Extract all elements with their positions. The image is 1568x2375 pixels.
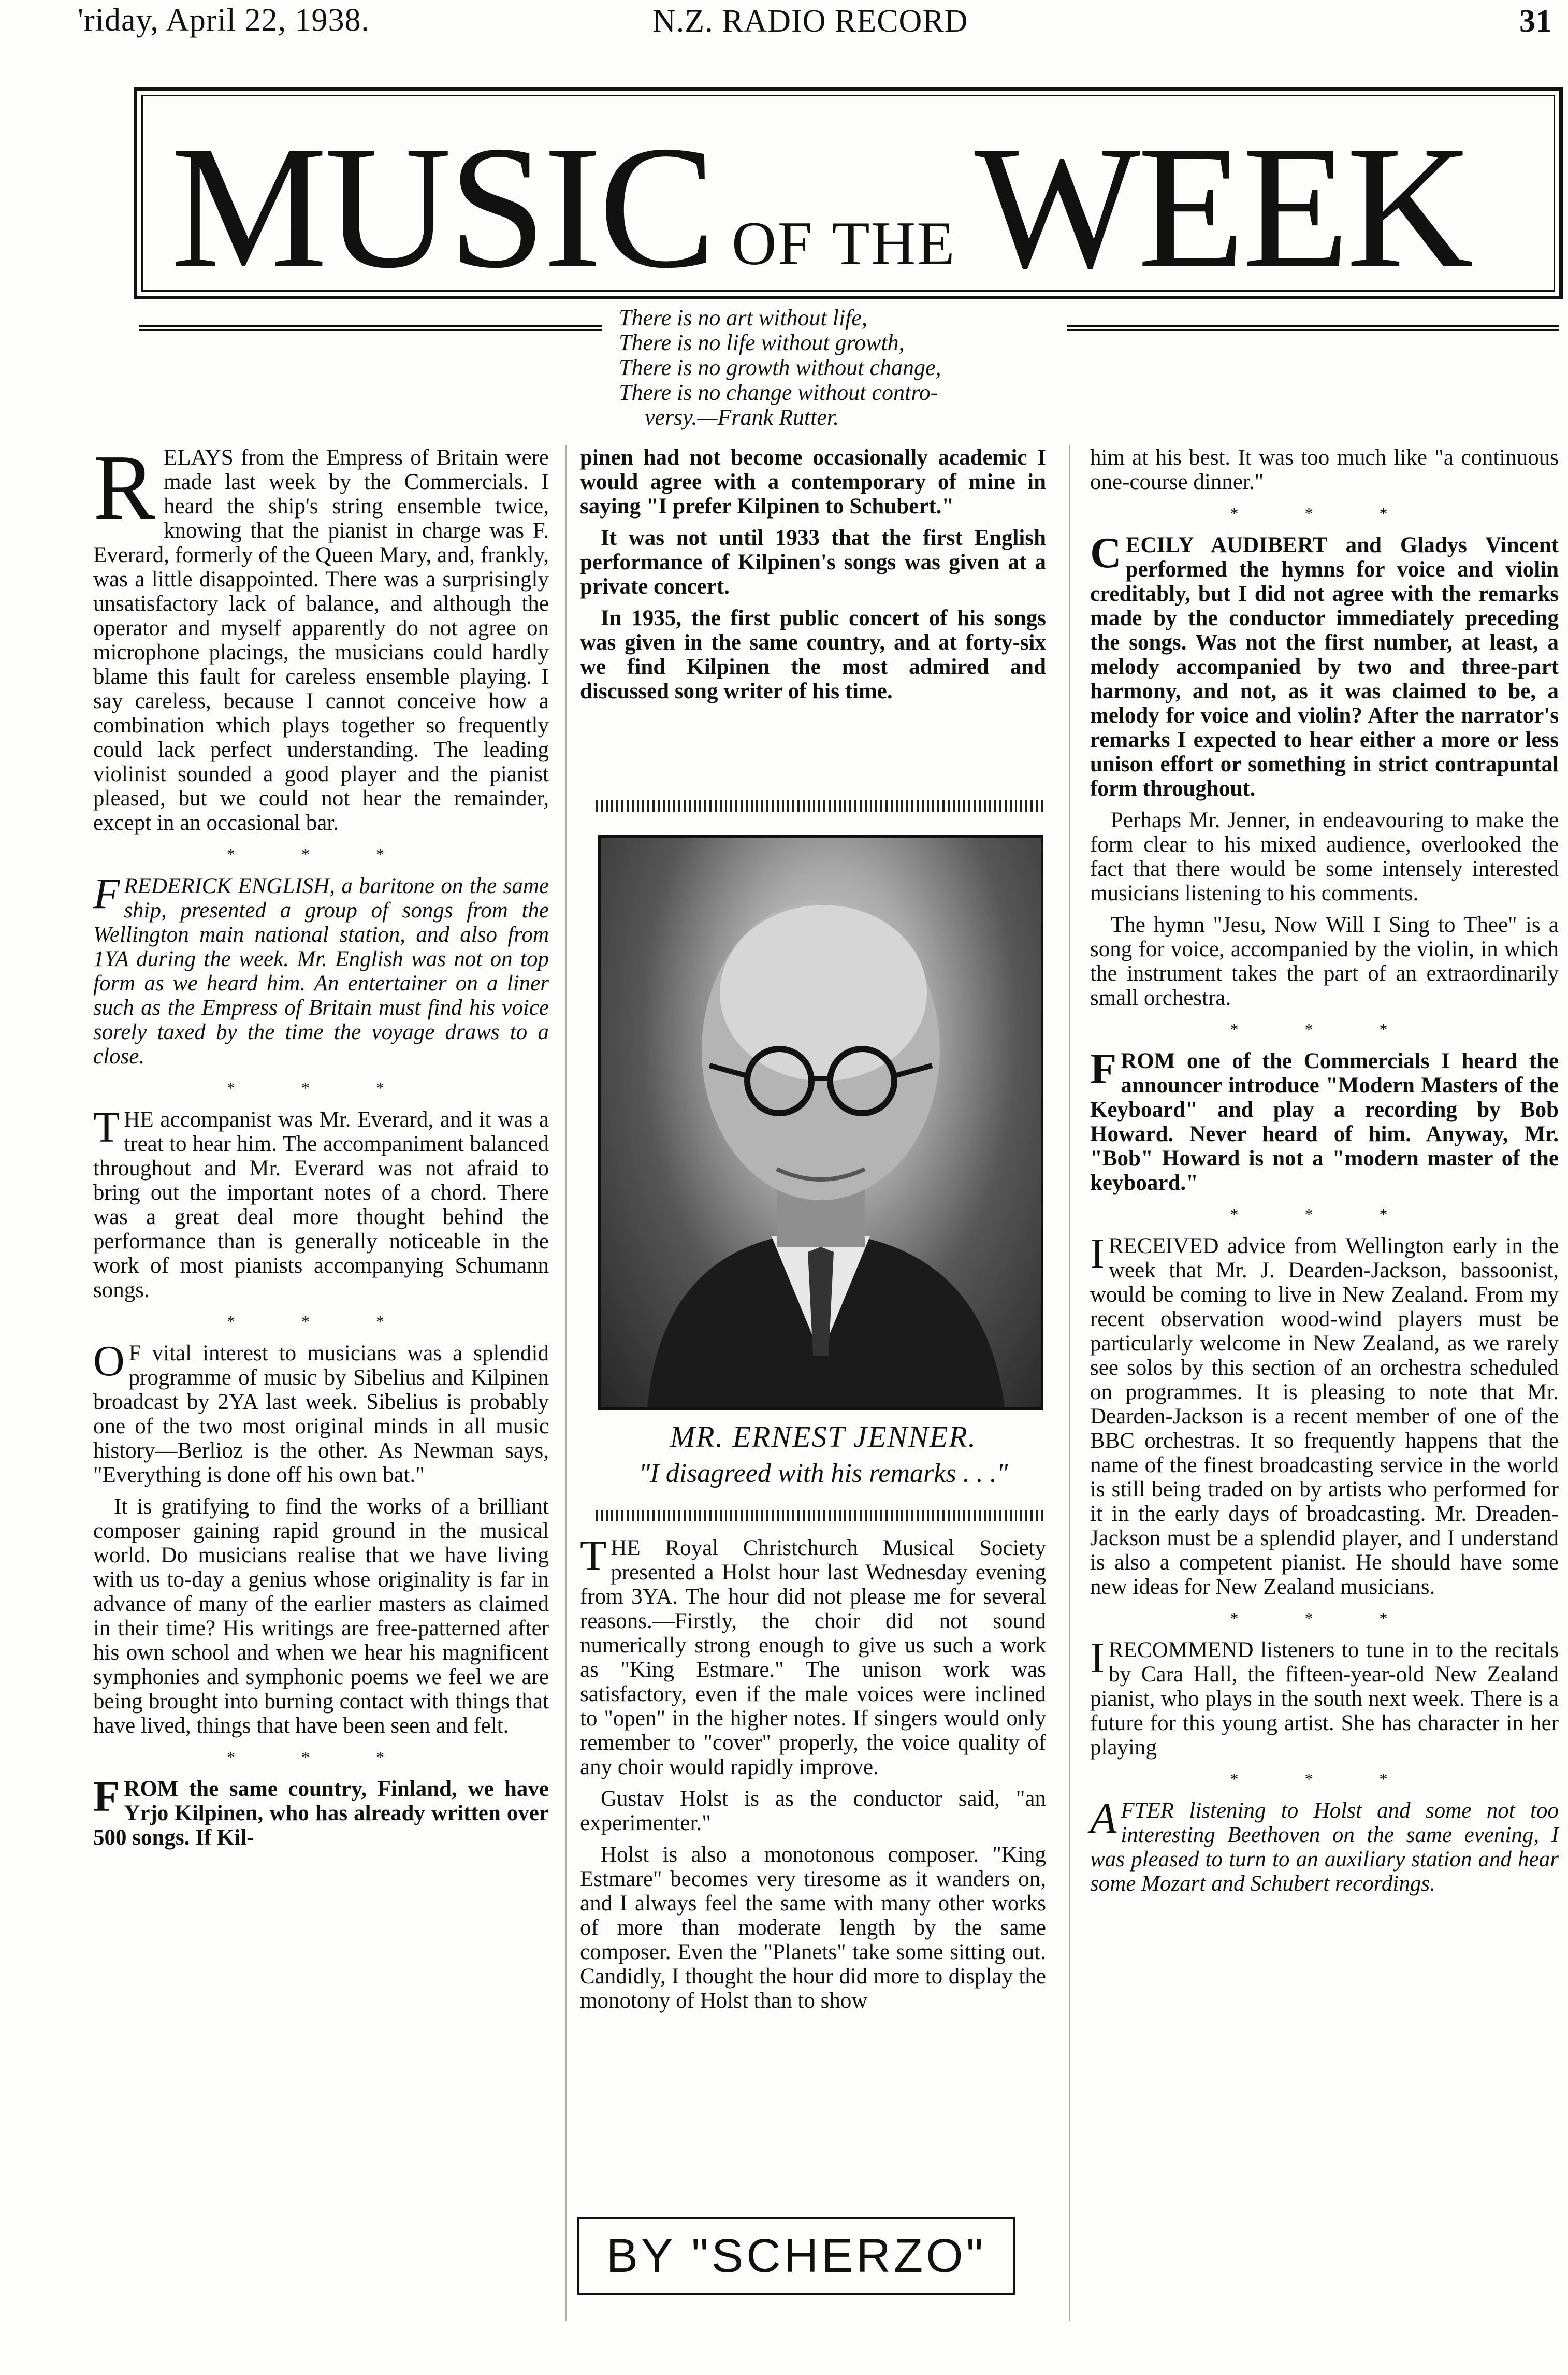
initial-cap: O [93, 1337, 125, 1385]
initial-cap: F [93, 870, 120, 918]
initial-cap: F [1090, 1045, 1117, 1093]
portrait-photo [598, 835, 1043, 1410]
paragraph: RECEIVED advice from Wellington early in the week that Mr. J. Dearden-Jackson, bassoonist, would be coming to live in New Zealand. From my recent observation wood-wind players must be particularly welcome in New Zealand, as we rarely see solos by this section of an orchestra scheduled on programmes. It is pleasing to note that Mr. Dearden-Jackson is a recent member of one of the BBC orchestras. It so frequently happens that the name of the finest broadcasting service in the world is still being traded on by artists who performed for it in the early days of broadcasting. Mr. Dreaden-Jackson must be a splendid player, and I understand is also a competent pianist. He should have some new ideas for New Zealand musicians. [1090, 1234, 1559, 1599]
paragraph: ROM one of the Commercials I heard the announcer introduce "Modern Masters of the Keyboard" and play a recording by Bob Howard. Never heard of him. Anyway, Mr. "Bob" Howard is not a "modern master of the keyboard." [1090, 1049, 1559, 1195]
photo-caption [590, 1419, 1056, 1489]
initial-cap: F [93, 1773, 120, 1821]
section-break: * * * [1230, 1205, 1419, 1224]
paragraph: Holst is also a monotonous composer. "King Estmare" becomes very tiresome as it wanders on, and I always feel the same with many other works of more than moderate length by the same composer. Even the "Planets" take some sitting out. Candidly, I thought the hour did more to display the monotony of Holst than to show [580, 1843, 1046, 2013]
section-break: * * * [1230, 504, 1419, 523]
paragraph: Perhaps Mr. Jenner, in endeavouring to make the form clear to his mixed audience, overlooked the fact that there would be some intensely interested musicians listening to his comments. [1090, 808, 1559, 905]
caption-name: MR. ERNEST JENNER. [670, 1420, 977, 1453]
epigraph [619, 306, 1085, 430]
section-break: * * * [1230, 1769, 1419, 1788]
section-break: * * * [227, 845, 415, 863]
paragraph: REDERICK ENGLISH, a baritone on the same ship, presented a group of songs from the Wellington main national station, and also from 1YA during the week. Mr. English was not on top form as we heard him. An entertainer on a liner such as the Empress of Britain must find his voice sorely taxed by the time the voyage draws to a close. [93, 874, 549, 1069]
paragraph: In 1935, the first public concert of his songs was given in the same country, and at forty-six we find Kilpinen the most admired and discussed song writer of his time. [580, 606, 1046, 703]
epigraph-line: There is no growth without change, [619, 355, 941, 380]
publication-name: N.Z. RADIO RECORD [652, 4, 968, 39]
paragraph: ELAYS from the Empress of Britain were made last week by the Commercials. I heard the ship's string ensemble twice, knowing that the pianist in charge was F. Everard, formerly of the Queen Mary, and, frankly, was a little disappointed. There was a surprisingly unsatisfactory lack of balance, and although the operator and myself apparently do not agree on microphone placings, the musicians could hardly blame this fault for careless ensemble playing. I say careless, because I cannot conceive how a combination which plays together so frequently could lack perfect understanding. The leading violinist sounded a good player and the pianist pleased, but we could not hear the remainder, except in an occasional bar. [93, 445, 549, 835]
paragraph: him at his best. It was too much like "a continuous one-course dinner." [1090, 445, 1559, 494]
paragraph: HE Royal Christchurch Musical Society presented a Holst hour last Wednesday evening from 3YA. The hour did not please me for several reasons.—Firstly, the choir did not sound numerically strong enough to give us such a work as "King Estmare." The unison work was satisfactory, even if the male voices were inclined to "open" in the higher notes. If singers would only remember to "cover" properly, the voice quality of any choir would rapidly improve. [580, 1536, 1046, 1779]
title-underline-left [139, 325, 602, 331]
initial-cap: I [1090, 1634, 1105, 1682]
paragraph: pinen had not become occasionally academic I would agree with a contemporary of mine in saying "I prefer Kilpinen to Schubert." [580, 445, 1046, 519]
section-break: * * * [227, 1312, 415, 1331]
epigraph-line: There is no art without life, [619, 305, 867, 330]
paragraph: It was not until 1933 that the first English performance of Kilpinen's songs was given at a private concert. [580, 526, 1046, 599]
paragraph: It is gratifying to find the works of a brilliant composer gaining rapid ground in the musical world. Do musicians realise that we have living with us to-day a genius whose originality is far in advance of many of the earlier masters as claimed in their time? His writings are free-patterned after his own school and when we hear his magnificent symphonies and symphonic poems we feel we are being brought into burning contact with things that have lived, things that have been seen and felt. [93, 1494, 549, 1738]
initial-cap: T [580, 1532, 607, 1580]
paragraph: F vital interest to musicians was a splendid programme of music by Sibelius and Kilpinen broadcast by 2YA last week. Sibelius is probably one of the two most original minds in all music history—Berlioz is the other. As Newman says, "Everything is done off his own bat." [93, 1341, 549, 1487]
title-word-the: THE [832, 209, 956, 278]
epigraph-line: There is no change without contro- [619, 380, 938, 405]
ornamental-rule [596, 800, 1046, 812]
page-title [171, 109, 1559, 305]
section-break: * * * [227, 1078, 415, 1097]
paragraph: HE accompanist was Mr. Everard, and it was a treat to hear him. The accompaniment balanced throughout and Mr. Everard was not afraid to bring out the important notes of a chord. There was a great deal more thought behind the performance than is generally noticeable in the work of most pianists accompanying Schumann songs. [93, 1107, 549, 1302]
issue-date: 'riday, April 22, 1938. [78, 3, 370, 38]
paragraph: ROM the same country, Finland, we have Yrjo Kilpinen, who has already written over 500 songs. If Kil- [93, 1777, 549, 1850]
initial-cap: C [1090, 529, 1122, 577]
initial-cap: T [93, 1103, 120, 1151]
article-column-3 [1090, 445, 1559, 1903]
drop-cap: R [93, 436, 156, 539]
epigraph-attribution: versy.—Frank Rutter. [645, 405, 839, 430]
section-break: * * * [1230, 1020, 1419, 1039]
caption-quote: "I disagreed with his remarks . . ." [638, 1459, 1008, 1488]
section-break: * * * [1230, 1609, 1419, 1628]
paragraph: FTER listening to Holst and some not too interesting Beethoven on the same evening, I was pleased to turn to an auxiliary station and hear some Mozart and Schubert recordings. [1090, 1798, 1559, 1896]
column-divider [1069, 445, 1070, 2321]
initial-cap: A [1090, 1794, 1117, 1843]
page-number: 31 [1519, 4, 1552, 39]
paragraph: RECOMMEND listeners to tune in to the recitals by Cara Hall, the fifteen-year-old New Zealand pianist, who plays in the south next week. There is a future for this young artist. She has character in her playing [1090, 1638, 1559, 1760]
portrait-illustration [601, 838, 1041, 1407]
title-word-of: OF [731, 209, 814, 278]
epigraph-line: There is no life without growth, [619, 330, 905, 355]
paragraph: Gustav Holst is as the conductor said, "an experimenter." [580, 1787, 1046, 1835]
ornamental-rule [596, 1510, 1046, 1521]
article-column-1 [93, 436, 549, 1857]
paragraph: The hymn "Jesu, Now Will I Sing to Thee" is a song for voice, accompanied by the violin, in which the instrument takes the part of an extraordinarily small orchestra. [1090, 913, 1559, 1010]
author-byline: BY "SCHERZO" [577, 2217, 1015, 2295]
article-column-2-lower [580, 1532, 1046, 2020]
section-break: * * * [227, 1748, 415, 1766]
column-divider [565, 445, 567, 2321]
article-column-2 [580, 445, 1046, 711]
title-word-music: MUSIC [171, 109, 713, 305]
initial-cap: I [1090, 1230, 1105, 1278]
paragraph: ECILY AUDIBERT and Gladys Vincent performed the hymns for voice and violin creditably, but I did not agree with the remarks made by the conductor immediately preceding the songs. Was not the first number, at least, a melody accompanied by two and three-part harmony, and not, as it was claimed to be, a melody for voice and violin? After the narrator's remarks I expected to hear either a more or less unison effort or something in strict contrapuntal form throughout. [1090, 533, 1559, 801]
title-word-week: WEEK [974, 109, 1471, 305]
title-underline-right [1067, 325, 1559, 331]
